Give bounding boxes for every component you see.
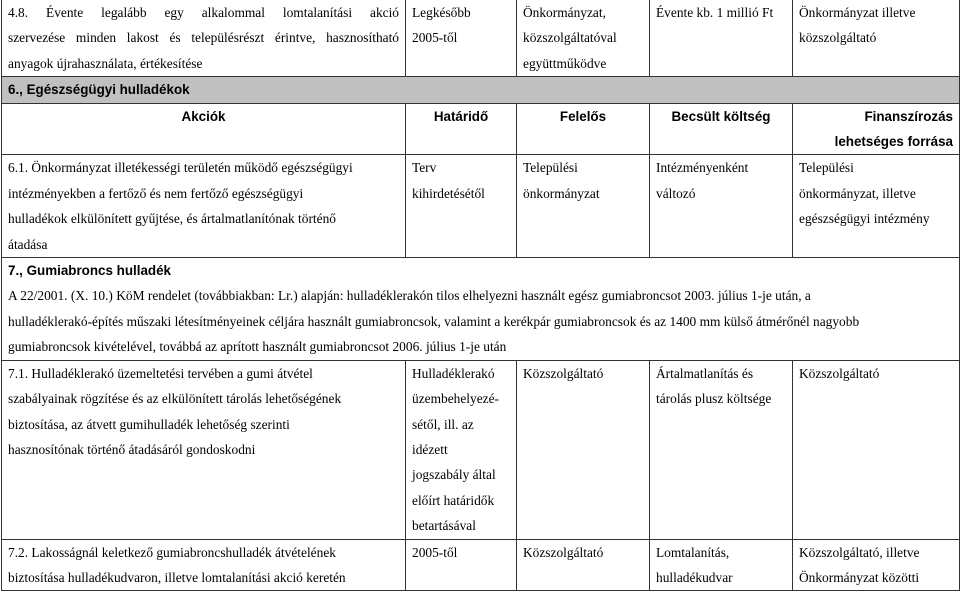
column-header-row [2,103,960,155]
section-text-line: gumiabroncsok kivételével, továbbá az aprított használt gumiabroncsot 2006. július 1-je után [8,339,507,355]
cost-cell [650,0,793,77]
deadline-line: 2005-től [412,544,458,560]
responsible-line: Önkormányzat, [523,5,606,20]
section-title: 7., Gumiabroncs hulladék [8,263,171,279]
action-line: szervezése minden lakost és településrészt érintve, hasznosítható [8,30,399,46]
action-line: 7.2. Lakosságnál keletkező gumiabroncshulladék átvételének [8,544,336,560]
funding-line: Közszolgáltató, illetve [799,544,920,560]
row-4-8 [2,0,960,77]
section-7-row [2,258,960,361]
deadline-line: idézett [412,441,448,457]
header-funding [793,103,960,155]
action-line: anyagok újrahasználata, értékesítése [8,55,203,71]
deadline-cell [406,360,517,539]
cost-cell [650,539,793,591]
action-line: biztosítása, az átvett gumihulladék lehetőség szerinti [8,416,290,432]
deadline-line: betartásával [412,518,476,534]
action-line: 4.8. Évente legalább egy alkalommal lomtalanítási akció [8,5,399,20]
funding-line: közszolgáltató [799,30,877,46]
action-cell [2,155,406,258]
header-responsible: Felelős [517,103,650,155]
responsible-line: Közszolgáltató [523,544,604,560]
deadline-cell [406,0,517,77]
row-6-1 [2,155,960,258]
action-line: biztosítása hulladékudvaron, illetve lomtalanítási akció keretén [8,569,346,585]
deadline-cell [406,539,517,591]
action-plan-table [1,0,960,591]
cost-line: változó [656,185,696,201]
deadline-line: Terv [412,160,437,176]
responsible-line: Közszolgáltató [523,365,604,381]
section-text-line: A 22/2001. (X. 10.) KöM rendelet (továbbiakban: Lr.) alapján: hulladéklerakón tilos elhelyezni használt egész gumiabroncsot 2003. július 1-je után, a [8,288,811,304]
responsible-line: Települési [523,160,578,176]
responsible-line: közszolgáltatóval [523,30,617,46]
header-actions: Akciók [2,103,406,155]
responsible-cell [517,0,650,77]
funding-cell [793,155,960,258]
funding-line: Önkormányzat közötti [799,569,920,585]
deadline-line: Hulladéklerakó [412,365,495,381]
header-deadline: Határidő [406,103,517,155]
section-7-cell [2,258,960,361]
cost-line: tárolás plusz költsége [656,391,772,407]
cost-line: Lomtalanítás, [656,544,730,560]
action-line: 7.1. Hulladéklerakó üzemeltetési tervében a gumi átvétel [8,365,313,381]
action-line: intézményekben a fertőző és nem fertőző egészségügyi [8,185,304,201]
responsible-line: együttműködve [523,55,607,71]
action-line: hasznosítónak történő átadásáról gondoskodni [8,441,256,457]
responsible-cell [517,539,650,591]
cost-line: Ártalmatlanítás és [656,365,754,381]
funding-line: Önkormányzat illetve [799,5,916,20]
section-title: 6., Egészségügyi hulladékok [2,77,960,103]
section-text-line: hulladéklerakó-építés műszaki létesítményeinek céljára használt gumiabroncsok, valamint a kerékpár gumiabroncsok és az 1400 mm külső átmérőnél nagyobb [8,313,860,329]
responsible-cell [517,360,650,539]
row-7-1 [2,360,960,539]
cost-cell [650,155,793,258]
section-6-heading-row [2,77,960,103]
deadline-line: jogszabály által [412,467,496,483]
row-7-2 [2,539,960,591]
deadline-line: sétől, ill. az [412,416,474,432]
responsible-line: önkormányzat [523,185,600,201]
deadline-line: előírt határidők [412,492,495,508]
funding-line: Közszolgáltató [799,365,880,381]
header-funding-line: Finanszírozás [864,108,953,124]
cost-line: hulladékudvar [656,569,733,585]
cost-line: Évente kb. 1 millió Ft [656,5,774,20]
cost-line: Intézményenként [656,160,749,176]
action-cell [2,539,406,591]
deadline-line: Legkésőbb [412,5,471,20]
deadline-line: kihirdetésétől [412,185,485,201]
header-funding-line: lehetséges forrása [834,134,953,150]
responsible-cell [517,155,650,258]
funding-cell [793,539,960,591]
action-line: 6.1. Önkormányzat illetékességi területén működő egészségügyi [8,160,353,176]
funding-cell [793,360,960,539]
deadline-cell [406,155,517,258]
deadline-line: 2005-től [412,30,458,46]
action-line: hulladékok elkülönített gyűjtése, és ártalmatlanítónak történő [8,211,336,227]
action-cell [2,360,406,539]
header-cost: Becsült költség [650,103,793,155]
action-cell [2,0,406,77]
cost-cell [650,360,793,539]
deadline-line: üzembehelyezé- [412,391,499,407]
action-line: szabályainak rögzítése és az elkülönített tárolás lehetőségének [8,391,342,407]
action-line: átadása [8,236,48,252]
funding-line: egészségügyi intézmény [799,211,930,227]
funding-line: Települési [799,160,854,176]
funding-line: önkormányzat, illetve [799,185,916,201]
funding-cell [793,0,960,77]
